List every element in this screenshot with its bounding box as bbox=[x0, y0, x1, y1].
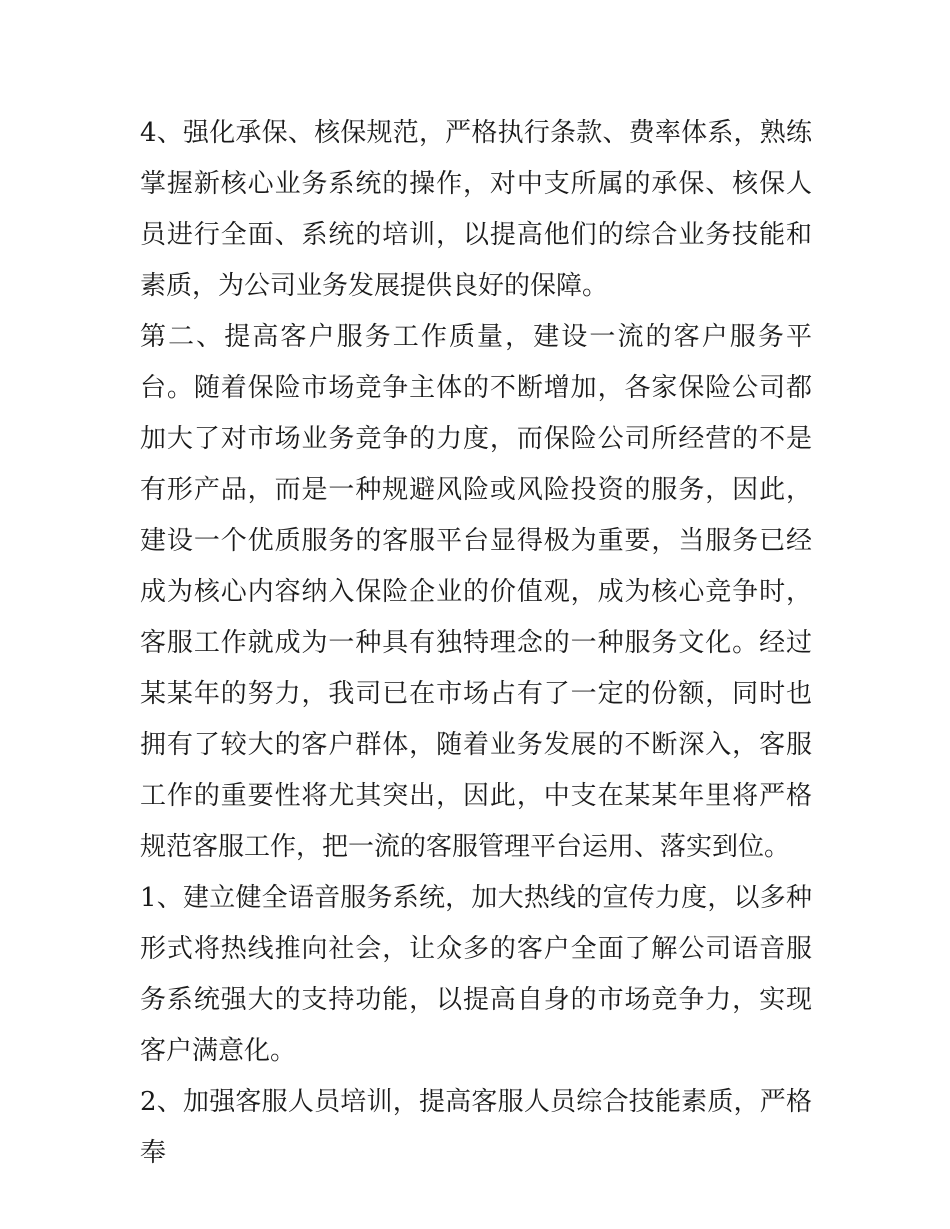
document-body bbox=[140, 108, 812, 1179]
paragraph-customer-service: 第二、提高客户服务工作质量，建设一流的客户服务平台。随着保险市场竞争主体的不断增加，各家保险公司都加大了对市场业务竞争的力度，而保险公司所经营的不是有形产品，而是一种规避风险或风险投资的服务，因此，建设一个优质服务的客服平台显得极为重要，当服务已经成为核心内容纳入保险企业的价值观，成为核心竞争时，客服工作就成为一种具有独特理念的一种服务文化。经过某某年的努力，我司已在市场占有了一定的份额，同时也拥有了较大的客户群体，随着业务发展的不断深入，客服工作的重要性将尤其突出，因此，中支在某某年里将严格规范客服工作，把一流的客服管理平台运用、落实到位。 bbox=[140, 322, 812, 862]
paragraph-voice-service: 1、建立健全语音服务系统，加大热线的宣传力度，以多种形式将热线推向社会，让众多的客户全面了解公司语音服务系统强大的支持功能，以提高自身的市场竞争力，实现客户满意化。 bbox=[140, 883, 812, 1066]
paragraph-staff-training: 2、加强客服人员培训，提高客服人员综合技能素质，严格奉 bbox=[140, 1087, 812, 1168]
paragraph-underwriting: 4、强化承保、核保规范，严格执行条款、费率体系，熟练掌握新核心业务系统的操作，对中支所属的承保、核保人员进行全面、系统的培训，以提高他们的综合业务技能和素质，为公司业务发展提供良好的保障。 bbox=[140, 118, 812, 301]
